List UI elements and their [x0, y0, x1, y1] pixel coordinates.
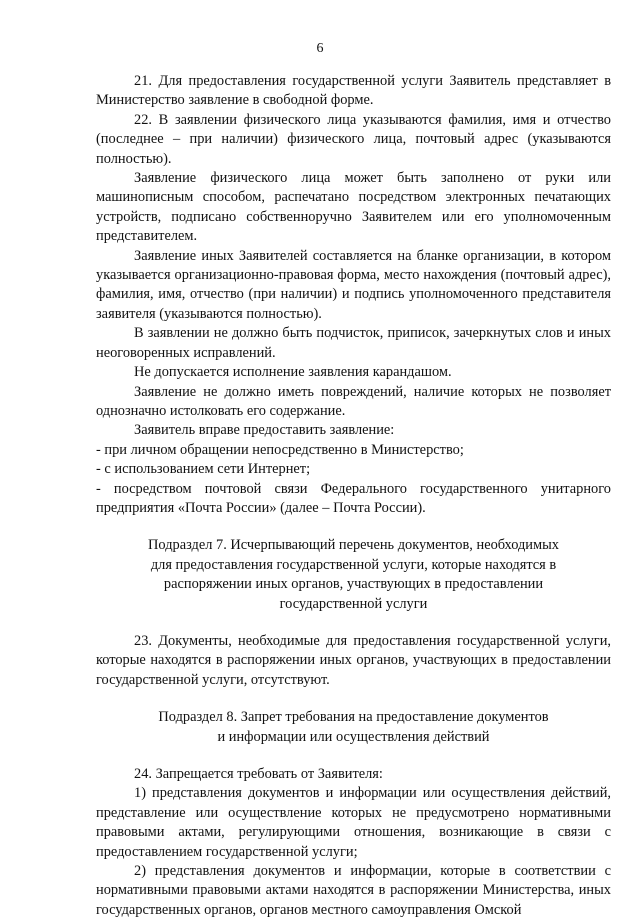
- paragraph-no-pencil: Не допускается исполнение заявления карандашом.: [134, 364, 452, 381]
- heading-line: государственной услуги: [279, 595, 428, 612]
- paragraph-submission-ways: Заявитель вправе предоставить заявление:: [134, 422, 395, 439]
- heading-line: Подраздел 8. Запрет требования на предоставление документов: [158, 709, 549, 726]
- paragraph-22: 22. В заявлении физического лица указываются фамилия, имя и отчество (последнее – при наличии) физического лица, почтовый адрес (указываются полностью).: [96, 111, 611, 167]
- list-item: - посредством почтовой связи Федерального государственного унитарного предприятия «Почта России» (далее – Почта России).: [96, 480, 611, 516]
- heading-line: для предоставления государственной услуги, которые находятся в: [150, 556, 557, 573]
- paragraph-individual-application: Заявление физического лица может быть заполнено от руки или машинописным способом, распечатано посредством электронных печатающих устройств, подписано собственноручно Заявителем или его уполномоченным представителем.: [96, 170, 611, 245]
- paragraph-other-applicants: Заявление иных Заявителей составляется на бланке организации, в котором указывается организационно-правовая форма, место нахождения (почтовый адрес), фамилия, имя, отчество (при наличии) и подпись уполномоченного представителя заявителя (указываются полностью).: [96, 247, 611, 322]
- list-item: - с использованием сети Интернет;: [96, 461, 311, 478]
- section-7-heading: [96, 536, 611, 614]
- heading-line: и информации или осуществления действий: [217, 728, 490, 745]
- paragraph-24: 24. Запрещается требовать от Заявителя:: [134, 766, 383, 782]
- document-body: [96, 72, 611, 920]
- paragraph-no-damage: Заявление не должно иметь повреждений, наличие которых не позволяет однозначно истолковать его содержание.: [96, 383, 611, 419]
- list-item: - при личном обращении непосредственно в Министерство;: [96, 441, 464, 458]
- heading-line: распоряжении иных органов, участвующих в предоставлении: [163, 576, 544, 593]
- paragraph-no-corrections: В заявлении не должно быть подчисток, приписок, зачеркнутых слов и иных неоговоренных исправлений.: [96, 325, 611, 361]
- heading-line: Подраздел 7. Исчерпывающий перечень документов, необходимых: [148, 537, 559, 554]
- page-number: 6: [316, 41, 324, 56]
- paragraph-24-item-1: 1) представления документов и информации или осуществления действий, представление или осуществление которых не предусмотрено нормативными правовыми актами, регулирующими отношения, возникающие в связи с предоставлением государственной услуги;: [96, 785, 611, 860]
- paragraph-24-item-2: 2) представления документов и информации, которые в соответствии с нормативными правовыми актами находятся в распоряжении Министерства, иных государственных органов, органов местного самоуправления Омской: [96, 863, 611, 918]
- section-8-heading: [96, 708, 611, 747]
- paragraph-21: 21. Для предоставления государственной услуги Заявитель представляет в Министерство заявление в свободной форме.: [96, 73, 611, 109]
- paragraph-23: 23. Документы, необходимые для предоставления государственной услуги, которые находятся в распоряжении иных органов, участвующих в предоставлении государственной услуги, отсутствуют.: [96, 632, 611, 688]
